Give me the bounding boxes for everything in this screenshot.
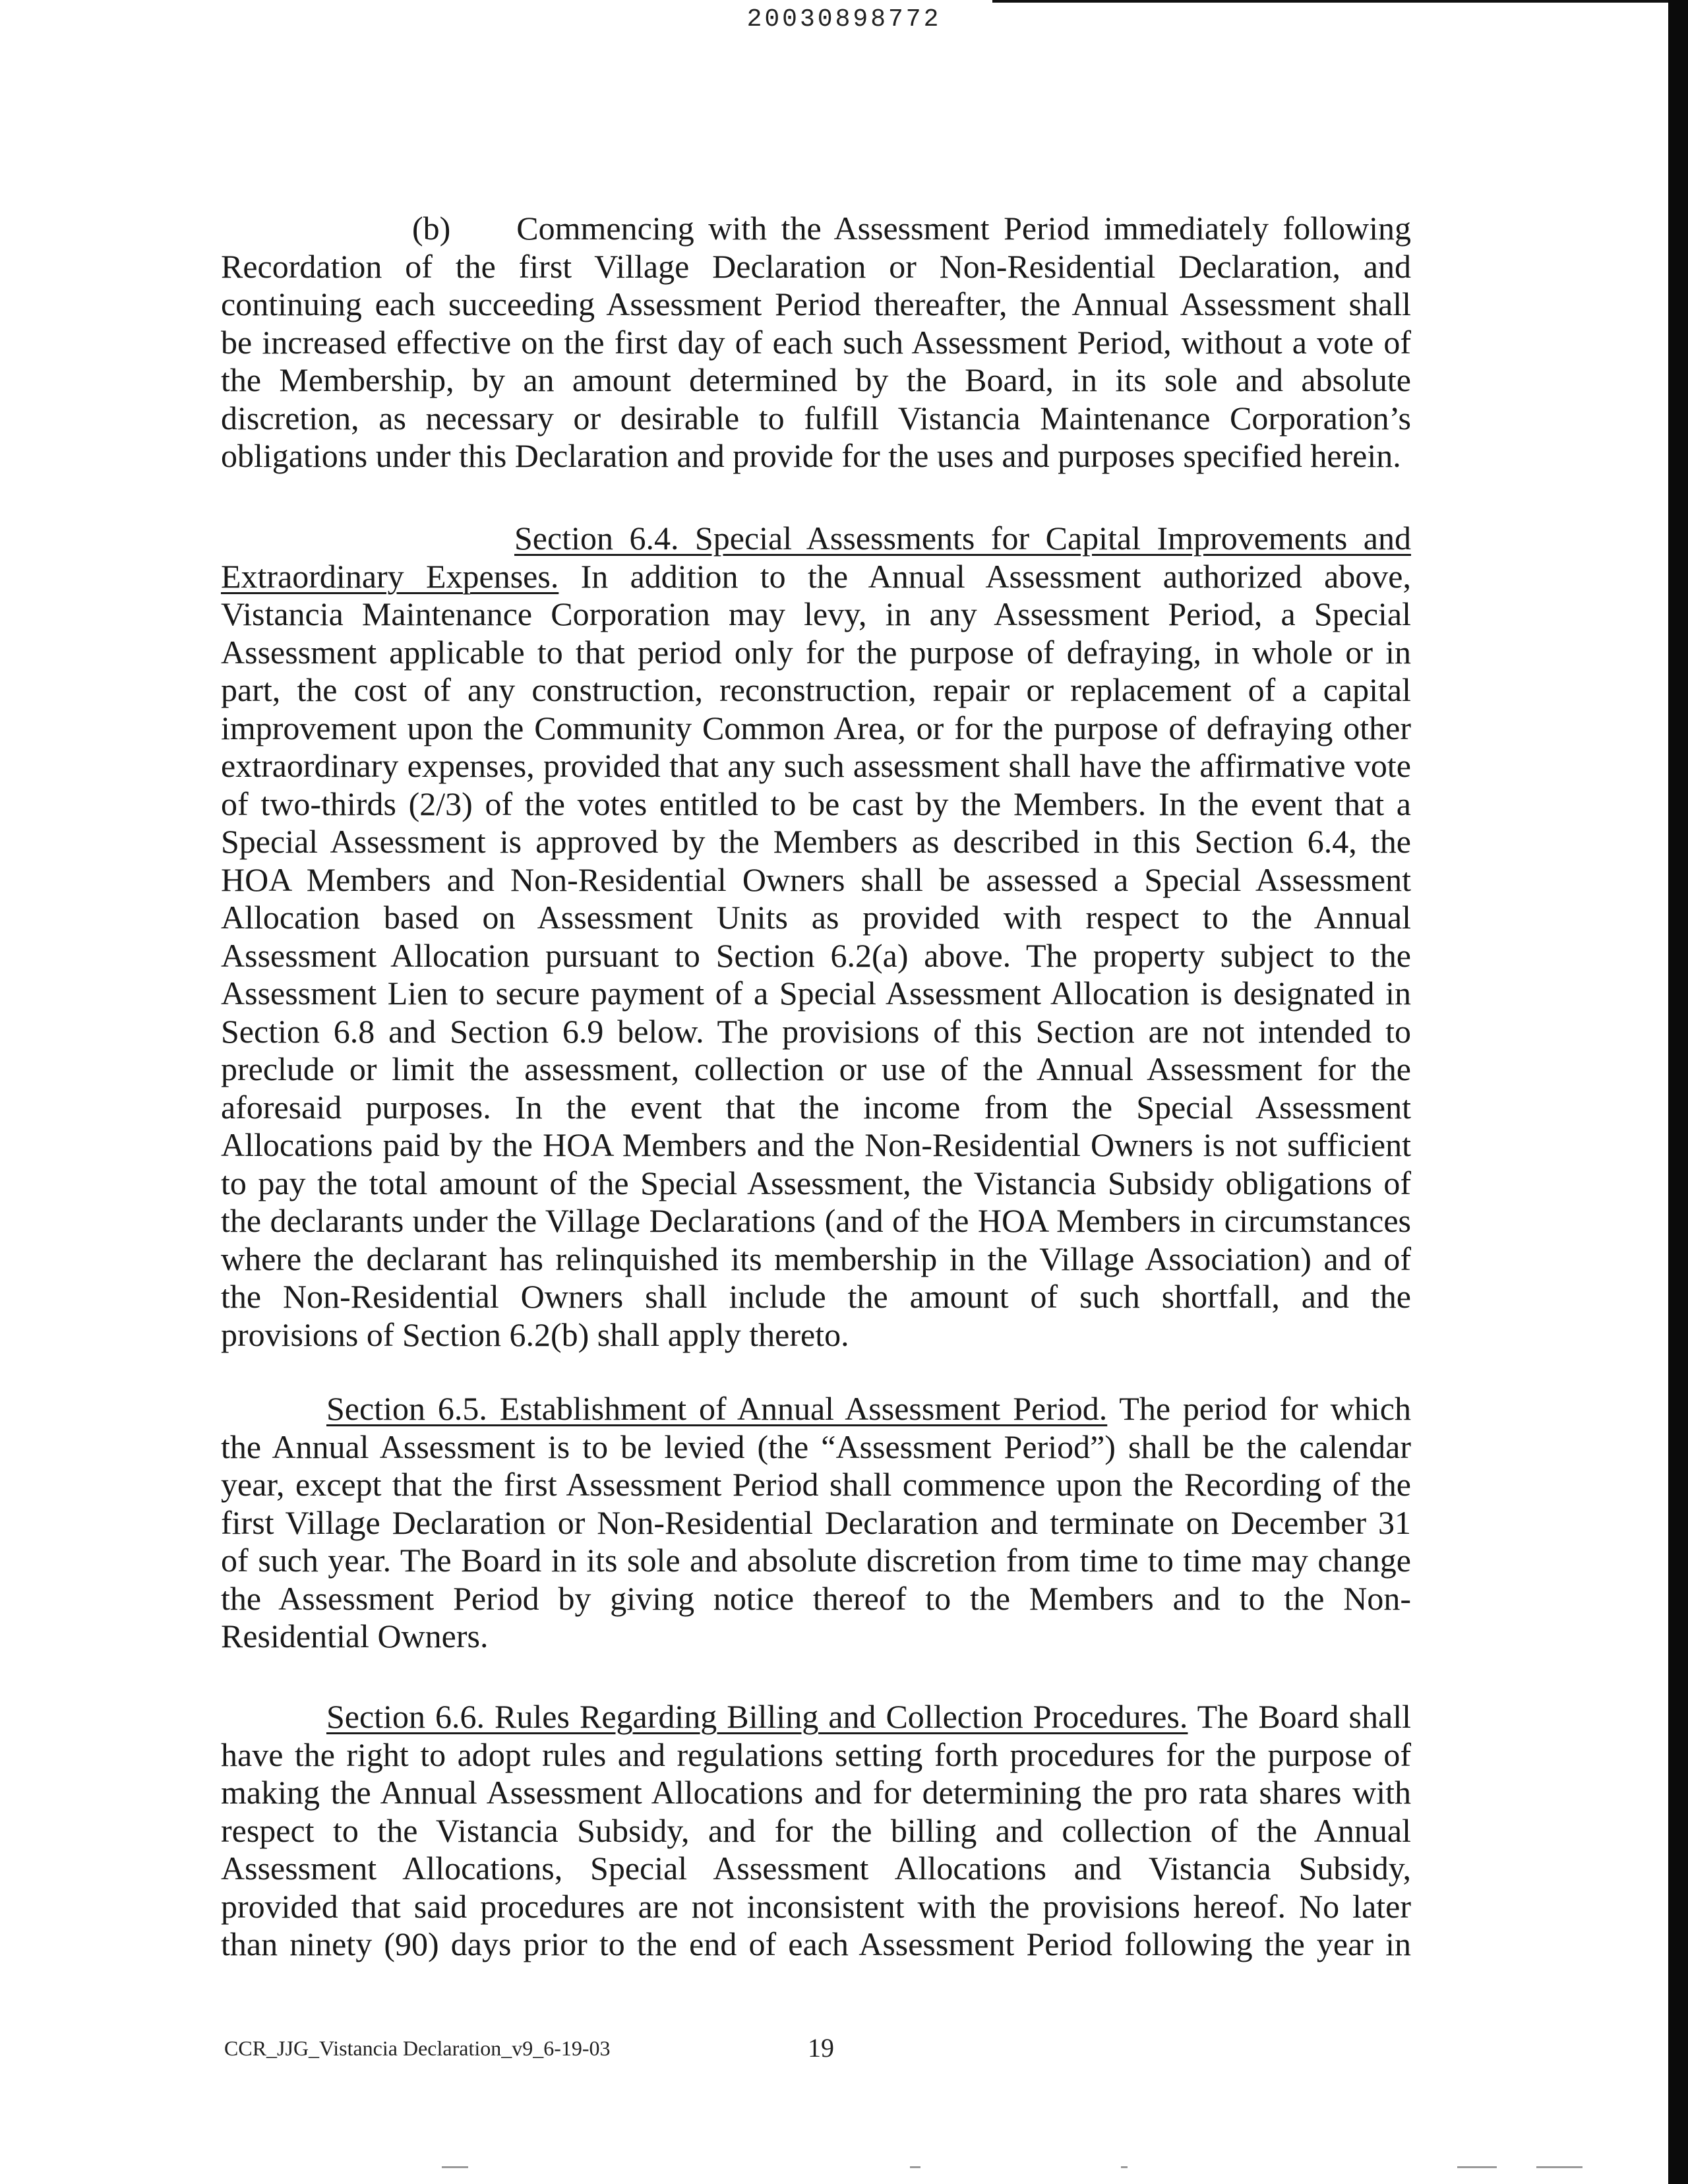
paragraph-line: discretion, as necessary or desirable to fulfill Vistancia Maintenance Corporation’s — [221, 399, 1411, 437]
scan-speck — [910, 2166, 920, 2168]
paragraph-line: the Annual Assessment is to be levied (the “Assessment Period”) shall be the calendar — [221, 1428, 1411, 1465]
paragraph-line: have the right to adopt rules and regulations setting forth procedures for the purpose of — [221, 1736, 1411, 1773]
top-edge-rule — [992, 0, 1688, 3]
paragraph-line: making the Annual Assessment Allocations and for determining the pro rata shares with — [221, 1774, 1411, 1811]
section-6-4 — [221, 520, 1411, 1354]
paragraph-line: (b) Commencing with the Assessment Period immediately following — [412, 210, 1411, 247]
paragraph-line: Assessment Lien to secure payment of a Special Assessment Allocation is designated in — [221, 975, 1411, 1012]
paragraph-line: Section 6.8 and Section 6.9 below. The provisions of this Section are not intended to — [221, 1012, 1411, 1050]
paragraph-line: Assessment Allocation pursuant to Section 6.2(a) above. The property subject to the — [221, 936, 1411, 974]
paragraph-line: Allocation based on Assessment Units as provided with respect to the Annual — [221, 899, 1411, 936]
paragraph-line: Vistancia Maintenance Corporation may levy, in any Assessment Period, a Special — [221, 595, 1411, 632]
scan-speck — [1121, 2166, 1128, 2168]
paragraph-line: The period for which — [1107, 1390, 1411, 1427]
paragraph-line: preclude or limit the assessment, collection or use of the Annual Assessment for the — [221, 1050, 1411, 1087]
paragraph-line: the Assessment Period by giving notice thereof to the Members and to the Non- — [221, 1579, 1411, 1617]
section-6-5 — [221, 1390, 1411, 1656]
paragraph-line: Special Assessment is approved by the Members as described in this Section 6.4, the — [221, 823, 1411, 860]
paragraph-line: than ninety (90) days prior to the end of each Assessment Period following the year in — [221, 1926, 1411, 1962]
paragraph-line: provided that said procedures are not inconsistent with the provisions hereof. No later — [221, 1887, 1411, 1925]
paragraph-line: the declarants under the Village Declarations (and of the HOA Members in circumstances — [221, 1202, 1411, 1239]
paragraph-line: provisions of Section 6.2(b) shall apply thereto. — [221, 1316, 849, 1353]
paragraph-line: where the declarant has relinquished its membership in the Village Association) and of — [221, 1240, 1411, 1277]
paragraph-b — [221, 210, 1411, 475]
scan-noise — [0, 2166, 1668, 2175]
paragraph-line: HOA Members and Non-Residential Owners shall be assessed a Special Assessment — [221, 861, 1411, 898]
paragraph-line: of such year. The Board in its sole and absolute discretion from time to time may change — [221, 1542, 1411, 1579]
section-6-6-heading: Section 6.6. Rules Regarding Billing and Collection Procedures. — [326, 1698, 1188, 1735]
section-6-4-heading: Section 6.4. Special Assessments for Capital Improvements and — [514, 520, 1411, 557]
paragraph-line: the Non-Residential Owners shall include the amount of such shortfall, and the — [221, 1278, 1411, 1315]
section-6-6 — [221, 1698, 1411, 1964]
paragraph-line: Recordation of the first Village Declaration or Non-Residential Declaration, and — [221, 247, 1411, 285]
paragraph-line: respect to the Vistancia Subsidy, and for the billing and collection of the Annual — [221, 1811, 1411, 1849]
paragraph-line: Allocations paid by the HOA Members and the Non-Residential Owners is not sufficient — [221, 1126, 1411, 1163]
paragraph-line: year, except that the first Assessment Period shall commence upon the Recording of the — [221, 1466, 1411, 1503]
document-number: 20030898772 — [746, 5, 942, 34]
paragraph-line: extraordinary expenses, provided that any such assessment shall have the affirmative vote — [221, 747, 1411, 784]
paragraph-line: Assessment Allocations, Special Assessment Allocations and Vistancia Subsidy, — [221, 1850, 1411, 1887]
paragraph-line: Residential Owners. — [221, 1618, 489, 1654]
section-6-5-heading: Section 6.5. Establishment of Annual Assessment Period. — [326, 1390, 1108, 1427]
paragraph-line: In addition to the Annual Assessment authorized above, — [558, 557, 1411, 595]
paragraph-line: improvement upon the Community Common Area, or for the purpose of defraying other — [221, 709, 1411, 746]
scan-speck — [1457, 2166, 1497, 2168]
paragraph-line: The Board shall — [1188, 1698, 1411, 1735]
scan-speck — [442, 2166, 468, 2168]
page-number: 19 — [808, 2033, 834, 2063]
paragraph-line: first Village Declaration or Non-Residential Declaration and terminate on December 31 — [221, 1503, 1411, 1541]
paragraph-line: part, the cost of any construction, reconstruction, repair or replacement of a capital — [221, 671, 1411, 708]
paragraph-line: continuing each succeeding Assessment Period thereafter, the Annual Assessment shall — [221, 286, 1411, 322]
paragraph-line: Assessment applicable to that period only for the purpose of defraying, in whole or in — [221, 633, 1411, 671]
section-6-4-heading-continued: Extraordinary Expenses. — [221, 557, 559, 595]
paragraph-line: be increased effective on the first day of each such Assessment Period, without a vote of — [221, 323, 1411, 361]
footer-file-name: CCR_JJG_Vistancia Declaration_v9_6-19-03 — [224, 2036, 611, 2060]
paragraph-line: to pay the total amount of the Special Assessment, the Vistancia Subsidy obligations of — [221, 1164, 1411, 1201]
paragraph-line: the Membership, by an amount determined by the Board, in its sole and absolute — [221, 361, 1411, 398]
paragraph-line: of two-thirds (2/3) of the votes entitled to be cast by the Members. In the event that a — [221, 785, 1411, 822]
scan-speck — [1536, 2166, 1582, 2168]
paragraph-line: obligations under this Declaration and provide for the uses and purposes specified herein. — [221, 437, 1401, 474]
paragraph-line: aforesaid purposes. In the event that the income from the Special Assessment — [221, 1088, 1411, 1126]
scan-edge-bar — [1668, 0, 1688, 2184]
